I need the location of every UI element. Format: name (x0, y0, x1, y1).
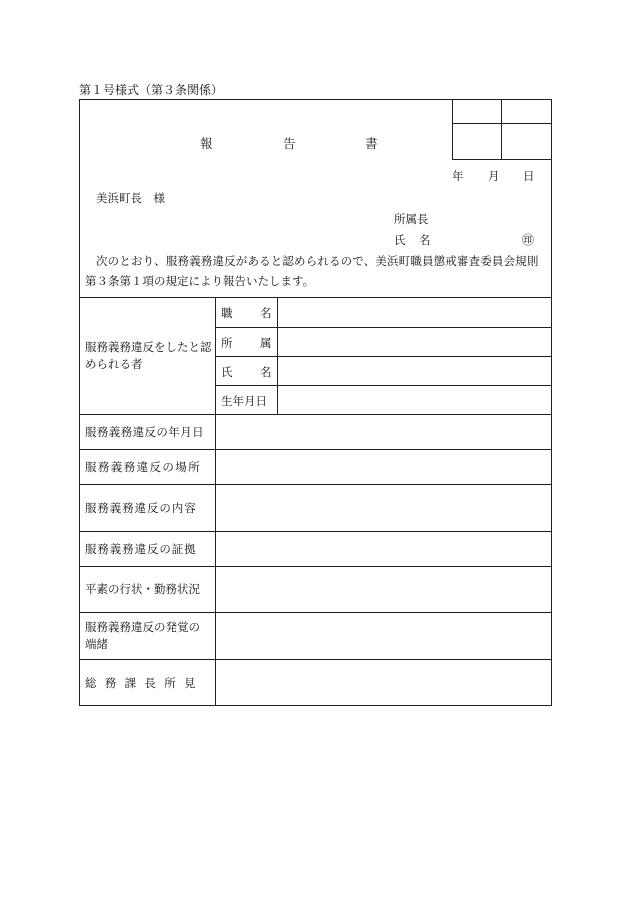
violator-field-birthdate: 生年月日 (221, 394, 267, 408)
birthdate-input[interactable] (278, 386, 551, 414)
daily-conduct-label: 平素の行状・勤務状況 (85, 582, 200, 596)
approval-stamp-box[interactable] (501, 99, 552, 123)
violation-evidence-label: 服務義務違反の証拠 (85, 541, 197, 556)
addressee: 美浜町長 様 (96, 191, 165, 205)
discovery-origin-label: 服務義務違反の発覚の端緒 (85, 619, 200, 651)
reporter-affiliation-label: 所属長 (394, 212, 429, 226)
general-affairs-opinion-input[interactable] (216, 660, 551, 705)
discovery-origin-input[interactable] (216, 613, 551, 659)
approval-stamp-box[interactable] (501, 123, 552, 159)
title-char: 報 (200, 136, 213, 151)
field-char: 所 (221, 336, 233, 350)
field-char: 氏 (221, 365, 233, 379)
violation-date-label: 服務義務違反の年月日 (85, 424, 204, 439)
stamp-grid-line (452, 159, 552, 160)
report-body-line-1: 次のとおり、服務義務違反があると認められるので、美浜町職員懲戒審査委員会規則 (96, 254, 539, 268)
date-day-label: 日 (523, 169, 535, 183)
name-char: 氏 (394, 233, 406, 247)
field-char: 職 (221, 306, 233, 320)
general-affairs-opinion-label: 総務課長所見 (85, 675, 204, 690)
form-title (200, 134, 400, 150)
violation-content-label: 服務義務違反の内容 (85, 500, 197, 515)
field-char: 属 (260, 336, 272, 350)
approval-stamp-box[interactable] (452, 99, 501, 123)
violation-evidence-input[interactable] (216, 532, 551, 566)
field-char: 名 (260, 365, 272, 379)
position-input[interactable] (278, 298, 551, 327)
title-char: 告 (283, 136, 296, 151)
violator-label: 服務義務違反をしたと認められる者 (85, 339, 212, 371)
seal-mark: ㊞ (522, 233, 535, 247)
field-char: 名 (260, 306, 272, 320)
name-char: 名 (419, 233, 431, 247)
form-number-heading: 第１号様式（第３条関係） (79, 83, 224, 97)
violation-place-label: 服務義務違反の場所 (85, 459, 202, 474)
violation-place-input[interactable] (216, 450, 551, 484)
approval-stamp-box[interactable] (452, 123, 501, 159)
violation-date-input[interactable] (216, 415, 551, 449)
report-body-line-2: 第３条第１項の規定により報告いたします。 (85, 274, 315, 288)
daily-conduct-input[interactable] (216, 567, 551, 612)
title-char: 書 (365, 136, 378, 151)
violation-content-input[interactable] (216, 485, 551, 531)
date-month-label: 月 (488, 169, 500, 183)
name-input[interactable] (278, 357, 551, 385)
date-year-label: 年 (452, 169, 464, 183)
department-input[interactable] (278, 328, 551, 356)
